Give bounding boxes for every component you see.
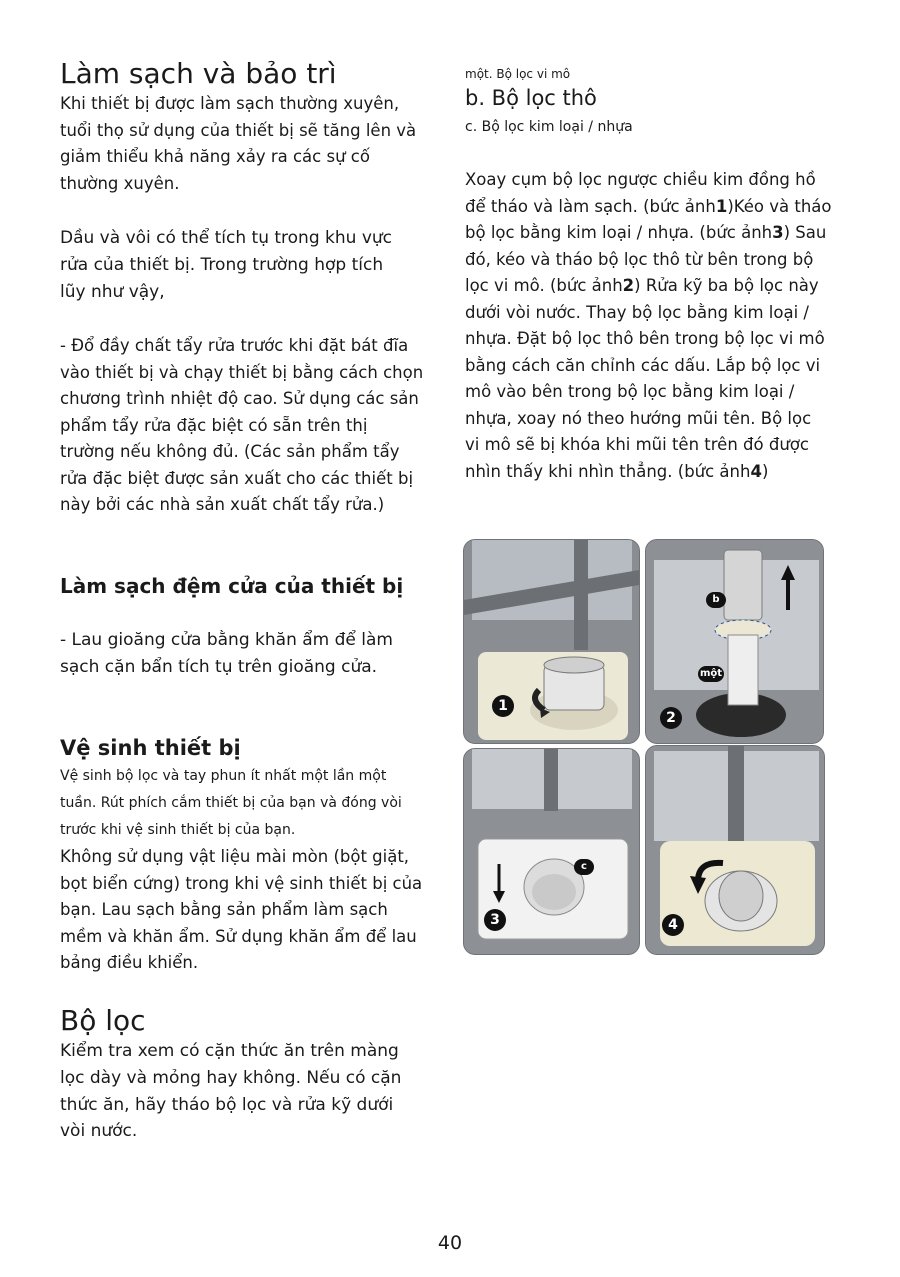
paragraph-weekly-cleaning [60, 763, 445, 844]
paragraph-intro [60, 91, 440, 197]
text-line [465, 406, 855, 433]
text-line: lọc dày và mỏng hay không. Nếu có cặn [60, 1067, 402, 1088]
figure-panel-1 [463, 539, 640, 744]
text-line: bạn. Lau sạch bằng sản phẩm làm sạch [60, 900, 388, 919]
text-line [465, 300, 855, 327]
label-mot: một [698, 666, 724, 682]
text-line: tuổi thọ sử dụng của thiết bị sẽ tăng lên và [60, 120, 417, 140]
figure-panel-4 [645, 745, 825, 955]
text-run: dưới vòi nước. Thay bộ lọc bằng kim loại / [465, 302, 809, 322]
paragraph-door-seal [60, 627, 445, 681]
text-line [465, 167, 855, 194]
photo-ref-number: 1 [715, 196, 728, 216]
text-line: tuần. Rút phích cắm thiết bị của bạn và đóng vòi [60, 795, 402, 811]
paragraph-no-abrasive [60, 844, 445, 977]
text-line: sạch cặn bẩn tích tụ trên gioăng cửa. [60, 656, 378, 677]
text-run: ) Rửa kỹ ba bộ lọc này [634, 276, 819, 295]
text-line: giảm thiểu khả năng xảy ra các sự cố [60, 147, 370, 166]
text-run: đó, kéo và tháo bộ lọc thô từ bên trong bộ [465, 249, 814, 269]
text-line: lũy như vậy, [60, 281, 165, 302]
legend-a: một. Bộ lọc vi mô [465, 67, 571, 81]
step-badge-3: 3 [484, 909, 506, 931]
text-line: phẩm tẩy rửa đặc biệt có sẵn trên thị [60, 415, 368, 435]
text-line: rửa đặc biệt được sản xuất cho các thiết bị [60, 468, 414, 488]
text-line: thường xuyên. [60, 173, 180, 193]
paragraph-filter-check [60, 1038, 445, 1145]
text-line [465, 326, 855, 353]
text-line: Khi thiết bị được làm sạch thường xuyên, [60, 94, 400, 113]
text-line: - Lau gioăng cửa bằng khăn ẩm để làm [60, 630, 393, 650]
text-run: ) [761, 461, 769, 481]
text-run: để tháo và làm sạch. (bức ảnh [465, 196, 716, 216]
text-run: mô vào bên trong bộ lọc bằng kim loại / [465, 382, 795, 401]
text-line: Không sử dụng vật liệu mài mòn (bột giặt, [60, 847, 410, 866]
step-badge-4: 4 [662, 914, 684, 936]
text-line [465, 273, 855, 300]
legend-c: c. Bộ lọc kim loại / nhựa [465, 119, 633, 135]
text-line: Kiểm tra xem có cặn thức ăn trên màng [60, 1041, 399, 1061]
label-c: c [574, 859, 594, 875]
step-badge-1: 1 [492, 695, 514, 717]
text-line: vào thiết bị và chạy thiết bị bằng cách chọn [60, 362, 424, 382]
figure-panel-3 [463, 748, 640, 955]
text-line: trường nếu không đủ. (Các sản phẩm tẩy [60, 442, 400, 461]
text-run: ) Sau [783, 223, 827, 242]
text-line [465, 247, 855, 274]
section-heading-filter: Bộ lọc [60, 1004, 146, 1037]
text-run: vi mô sẽ bị khóa khi mũi tên trên đó được [465, 435, 809, 454]
photo-ref-number: 3 [772, 223, 784, 242]
text-line: vòi nước. [60, 1121, 138, 1142]
text-run: )Kéo và tháo [727, 196, 832, 216]
photo-ref-number: 2 [622, 276, 635, 295]
text-line: mềm và khăn ẩm. Sử dụng khăn ẩm để lau [60, 926, 417, 946]
text-line: bảng điều khiển. [60, 953, 199, 972]
text-line: này bởi các nhà sản xuất chất tẩy rửa.) [60, 495, 385, 514]
text-run: Xoay cụm bộ lọc ngược chiều kim đồng hồ [465, 170, 816, 189]
text-line [465, 459, 855, 486]
text-line: rửa của thiết bị. Trong trường hợp tích [60, 254, 384, 275]
text-line [465, 353, 855, 380]
photo-ref-number: 4 [750, 461, 762, 481]
step-badge-2: 2 [660, 707, 682, 729]
text-run: nhìn thấy khi nhìn thẳng. (bức ảnh [465, 461, 751, 481]
text-line [465, 220, 855, 247]
filter-step-1-illustration [464, 540, 639, 743]
section-heading-appliance-cleaning: Vệ sinh thiết bị [60, 736, 241, 760]
label-b: b [706, 592, 726, 608]
section-heading-door-seal: Làm sạch đệm cửa của thiết bị [60, 574, 404, 598]
legend-b: b. Bộ lọc thô [465, 86, 597, 110]
paragraph-oil-lime [60, 225, 440, 305]
text-line: bọt biển cứng) trong khi vệ sinh thiết bị của [60, 873, 423, 893]
section-heading-cleaning-maintenance: Làm sạch và bảo trì [60, 57, 337, 90]
text-run: bộ lọc bằng kim loại / nhựa. (bức ảnh [465, 223, 773, 242]
paragraph-filter-instructions [465, 167, 855, 485]
text-run: bằng cách căn chỉnh các dấu. Lắp bộ lọc vi [465, 355, 821, 375]
paragraph-detergent [60, 333, 445, 519]
figure-panel-2 [645, 539, 824, 744]
text-run: nhựa, xoay nó theo hướng mũi tên. Bộ lọc [465, 408, 812, 428]
text-line: - Đổ đầy chất tẩy rửa trước khi đặt bát đĩa [60, 336, 409, 355]
text-line [465, 432, 855, 459]
text-line: Vệ sinh bộ lọc và tay phun ít nhất một lần một [60, 768, 387, 784]
text-run: lọc vi mô. (bức ảnh [465, 276, 623, 295]
text-line: Dầu và vôi có thể tích tụ trong khu vực [60, 228, 392, 248]
text-line [465, 379, 855, 406]
page-number: 40 [437, 1232, 463, 1254]
text-line [465, 194, 855, 221]
text-line: thức ăn, hãy tháo bộ lọc và rửa kỹ dưới [60, 1094, 394, 1115]
text-run: nhựa. Đặt bộ lọc thô bên trong bộ lọc vi mô [465, 329, 825, 348]
text-line: chương trình nhiệt độ cao. Sử dụng các sản [60, 389, 419, 408]
text-line: trước khi vệ sinh thiết bị của bạn. [60, 822, 296, 838]
